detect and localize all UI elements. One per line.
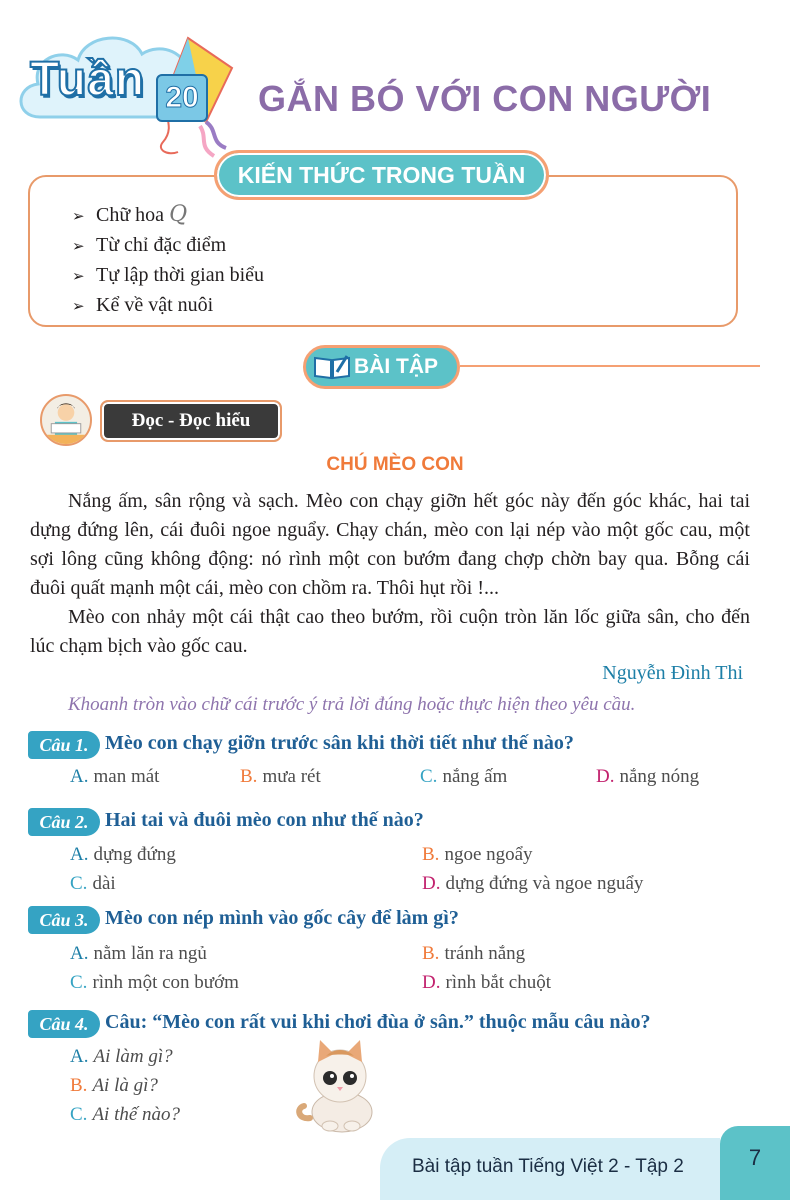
answer-option[interactable] bbox=[70, 972, 239, 994]
option-letter: A. bbox=[70, 943, 89, 964]
option-letter: A. bbox=[70, 1046, 89, 1067]
arrow-icon: ➢ bbox=[72, 267, 85, 285]
question-text: Hai tai và đuôi mèo con như thế nào? bbox=[105, 809, 424, 831]
option-text: rình bắt chuột bbox=[445, 972, 552, 993]
option-text: Ai làm gì? bbox=[93, 1046, 173, 1067]
footer-bar bbox=[380, 1138, 720, 1200]
arrow-icon: ➢ bbox=[72, 207, 85, 225]
knowledge-list bbox=[72, 200, 264, 320]
uppercase-letter-q: Q bbox=[169, 202, 188, 227]
option-text: mưa rét bbox=[262, 766, 321, 787]
option-text: ngoe ngoẩy bbox=[444, 844, 533, 865]
option-letter: C. bbox=[70, 1104, 88, 1125]
option-letter: D. bbox=[596, 766, 615, 787]
reading-child-icon bbox=[40, 394, 92, 446]
option-letter: C. bbox=[70, 873, 88, 894]
answer-option[interactable] bbox=[70, 873, 116, 895]
section-label: Đọc - Đọc hiểu bbox=[100, 400, 282, 442]
page-header bbox=[0, 0, 790, 170]
option-text: dựng đứng và ngoe nguẩy bbox=[445, 873, 644, 894]
answer-option[interactable] bbox=[422, 844, 533, 866]
knowledge-item-text: Kể về vật nuôi bbox=[96, 294, 214, 316]
week-number: 20 bbox=[156, 74, 208, 122]
answer-option[interactable] bbox=[70, 1046, 173, 1068]
option-letter: B. bbox=[70, 1075, 88, 1096]
question-badge: Câu 3. bbox=[28, 906, 100, 934]
answer-option[interactable] bbox=[422, 873, 643, 895]
question-text: Mèo con nép mình vào gốc cây để làm gì? bbox=[105, 907, 459, 929]
story-paragraph: Mèo con nhảy một cái thật cao theo bướm, rồi cuộn tròn lăn lốc giữa sân, cho đến lúc chạm bịch vào gốc cau. bbox=[30, 606, 750, 657]
option-text: tránh nắng bbox=[444, 943, 526, 964]
option-letter: C. bbox=[420, 766, 438, 787]
book-icon bbox=[313, 354, 351, 380]
option-text: Ai là gì? bbox=[92, 1075, 158, 1096]
question-text: Câu: “Mèo con rất vui khi chơi đùa ở sân.” thuộc mẫu câu nào? bbox=[105, 1011, 651, 1033]
answer-option[interactable] bbox=[422, 943, 525, 965]
page-number: 7 bbox=[720, 1126, 790, 1200]
week-label: Tuần bbox=[30, 53, 146, 106]
knowledge-item-text: Từ chỉ đặc điểm bbox=[96, 234, 227, 256]
knowledge-item-text: Chữ hoa bbox=[96, 204, 165, 226]
option-letter: A. bbox=[70, 766, 89, 787]
option-letter: C. bbox=[70, 972, 88, 993]
answer-option[interactable] bbox=[70, 766, 159, 788]
story-paragraph: Nắng ấm, sân rộng và sạch. Mèo con chạy giỡn hết góc này đến góc khác, hai tai dựng đứng lên, cái đuôi ngoe nguẩy. Chạy chán, mèo con lại nép vào một gốc cau, một sợi lông cũng không động: nó rình một con bướm đang chợp chờn bay qua. Bỗng cái đuôi quất mạnh một cái, mèo con chồm ra. Thôi hụt rồi !... bbox=[30, 490, 750, 599]
story-title: CHÚ MÈO CON bbox=[326, 454, 464, 475]
option-text: dài bbox=[92, 873, 116, 894]
option-letter: A. bbox=[70, 844, 89, 865]
answer-option[interactable] bbox=[422, 972, 551, 994]
option-text: nắng ấm bbox=[442, 766, 508, 787]
option-letter: D. bbox=[422, 972, 441, 993]
knowledge-box-title: KIẾN THỨC TRONG TUẦN bbox=[214, 150, 549, 200]
divider bbox=[460, 365, 760, 367]
answer-option[interactable] bbox=[596, 766, 699, 788]
kitten-illustration bbox=[290, 1034, 386, 1134]
option-letter: B. bbox=[422, 844, 440, 865]
story-author: Nguyễn Đình Thi bbox=[602, 662, 743, 684]
answer-option[interactable] bbox=[70, 844, 176, 866]
list-item bbox=[72, 230, 264, 260]
answer-option[interactable] bbox=[70, 1104, 180, 1126]
option-letter: D. bbox=[422, 873, 441, 894]
answer-option[interactable] bbox=[70, 943, 207, 965]
question-badge: Câu 4. bbox=[28, 1010, 100, 1038]
book-title: Bài tập tuần Tiếng Việt 2 - Tập 2 bbox=[412, 1156, 684, 1177]
option-letter: B. bbox=[422, 943, 440, 964]
knowledge-item-text: Tự lập thời gian biểu bbox=[96, 264, 265, 286]
page-title: GẮN BÓ VỚI CON NGƯỜI bbox=[258, 78, 712, 119]
option-text: nắng nóng bbox=[619, 766, 700, 787]
option-text: nằm lăn ra ngủ bbox=[93, 943, 207, 964]
option-text: rình một con bướm bbox=[92, 972, 239, 993]
list-item bbox=[72, 200, 264, 230]
option-text: man mát bbox=[93, 766, 160, 787]
answer-option[interactable] bbox=[240, 766, 321, 788]
question-badge: Câu 2. bbox=[28, 808, 100, 836]
instruction: Khoanh tròn vào chữ cái trước ý trả lời đúng hoặc thực hiện theo yêu cầu. bbox=[68, 694, 636, 715]
option-letter: B. bbox=[240, 766, 258, 787]
arrow-icon: ➢ bbox=[72, 237, 85, 255]
arrow-icon: ➢ bbox=[72, 297, 85, 315]
page-footer bbox=[380, 1138, 790, 1200]
list-item bbox=[72, 290, 264, 320]
list-item bbox=[72, 260, 264, 290]
answer-option[interactable] bbox=[70, 1075, 158, 1097]
option-text: Ai thế nào? bbox=[92, 1104, 181, 1125]
answer-option[interactable] bbox=[420, 766, 507, 788]
option-text: dựng đứng bbox=[93, 844, 176, 865]
question-text: Mèo con chạy giỡn trước sân khi thời tiết như thế nào? bbox=[105, 732, 574, 754]
question-badge: Câu 1. bbox=[28, 731, 100, 759]
exercise-title: BÀI TẬP bbox=[303, 345, 460, 389]
